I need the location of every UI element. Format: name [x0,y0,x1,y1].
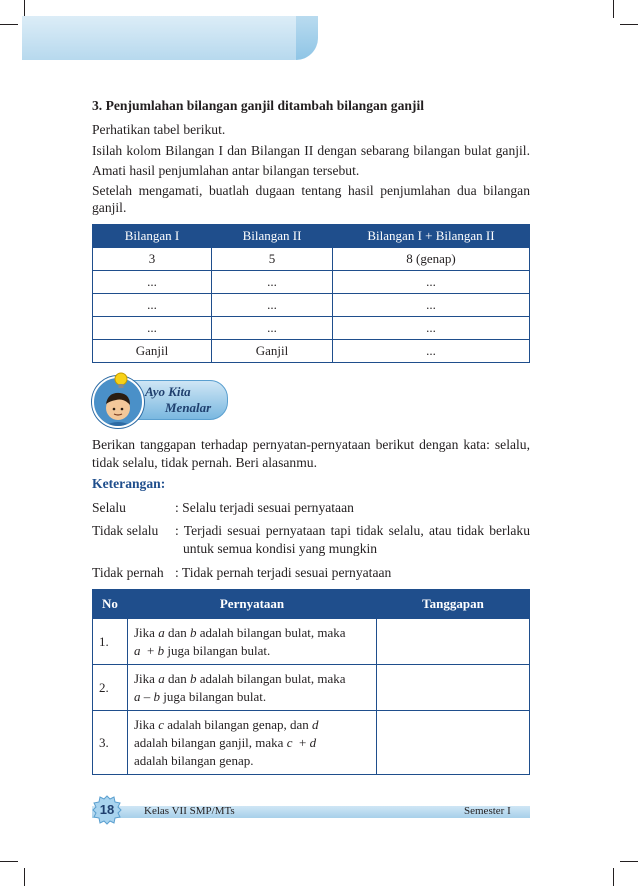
instruction-text: Berikan tanggapan terhadap pernyatan-pernyataan berikut dengan kata: selalu, [92,437,530,452]
crop-mark [0,861,18,862]
paragraph: Perhatikan tabel berikut. [92,122,226,137]
statement-line: adalah bilangan ganjil, maka c + d [134,734,317,750]
page-number-badge [92,795,122,825]
column-header: Bilangan I + Bilangan II [333,225,530,248]
table-row [93,248,530,271]
response-cell[interactable] [377,711,530,775]
statement-line: Jika c adalah bilangan genap, dan d [134,716,319,732]
keterangan-desc: : Terjadi sesuai pernyataan tapi tidak selalu, atau tidak berlaku [175,523,530,538]
statement-cell [128,711,377,775]
keterangan-desc: untuk semua kondisi yang mungkin [183,541,378,556]
statement-line: adalah bilangan genap. [134,752,254,768]
keterangan-desc: : Tidak pernah terjadi sesuai pernyataan [175,565,392,580]
table-row [93,340,530,363]
table-cell: ... [212,271,333,294]
keterangan-item [92,498,530,517]
crop-mark [24,868,25,886]
ayo-kita-menalar-banner [92,376,226,424]
response-table [92,589,530,775]
table-cell: ... [93,271,212,294]
table-cell: Ganjil [212,340,333,363]
footer-left-text: Kelas VII SMP/MTs [144,805,235,817]
section-heading: 3. Penjumlahan bilangan ganjil ditambah bilangan ganjil [92,98,425,113]
table-cell: ... [212,317,333,340]
statement-line: Jika a dan b adalah bilangan bulat, maka [134,670,346,686]
table-cell: ... [93,294,212,317]
response-cell[interactable] [377,619,530,665]
response-cell[interactable] [377,665,530,711]
footer-right-text: Semester I [464,805,511,817]
banner-line1: Ayo Kita [145,384,191,399]
page-number: 18 [99,802,115,817]
column-header: Bilangan II [212,225,333,248]
keterangan-item [92,563,530,582]
paragraph: Isilah kolom Bilangan I dan Bilangan II dengan sebarang bilangan bulat ganjil. [92,143,530,158]
table-cell: 3 [93,248,212,271]
instruction-text: tidak selalu, tidak pernah. Beri alasanmu. [92,455,317,470]
lightbulb-icon [114,372,128,390]
table-row [93,271,530,294]
table-cell: ... [333,294,530,317]
table-cell: ... [212,294,333,317]
table-row [93,665,530,711]
table-row [93,294,530,317]
header-band [22,16,318,60]
table-cell: 8 (genap) [333,248,530,271]
statement-line: Jika a dan b adalah bilangan bulat, maka [134,624,346,640]
crop-mark [620,861,638,862]
crop-mark [0,24,18,25]
column-header: Pernyataan [128,590,377,619]
observation-table [92,224,530,363]
statement-cell [128,665,377,711]
table-row [93,317,530,340]
column-header: Tanggapan [377,590,530,619]
table-header-row [93,225,530,248]
table-cell: ... [333,317,530,340]
keterangan-term: Tidak selalu [92,523,159,538]
paragraph: ganjil. [92,200,127,215]
table-cell: ... [333,340,530,363]
table-cell: Ganjil [93,340,212,363]
table-header-row [93,590,530,619]
keterangan-item [92,521,530,540]
crop-mark [613,868,614,886]
statement-line: a + b juga bilangan bulat. [134,642,271,658]
statement-cell [128,619,377,665]
row-number: 1. [93,619,128,665]
table-cell: 5 [212,248,333,271]
statement-line: a – b juga bilangan bulat. [134,688,267,704]
row-number: 2. [93,665,128,711]
table-cell: ... [333,271,530,294]
banner-line2: Menalar [165,400,212,415]
table-row [93,619,530,665]
keterangan-desc: : Selalu terjadi sesuai pernyataan [175,500,354,515]
keterangan-term: Tidak pernah [92,565,164,580]
paragraph: Setelah mengamati, buatlah dugaan tentang hasil penjumlahan dua bilangan [92,183,530,198]
column-header: No [93,590,128,619]
crop-mark [613,0,614,18]
column-header: Bilangan I [93,225,212,248]
keterangan-term: Selalu [92,500,126,515]
table-row [93,711,530,775]
paragraph: Amati hasil penjumlahan antar bilangan tersebut. [92,163,360,178]
row-number: 3. [93,711,128,775]
keterangan-title: Keterangan: [92,476,166,491]
crop-mark [620,24,638,25]
table-cell: ... [93,317,212,340]
